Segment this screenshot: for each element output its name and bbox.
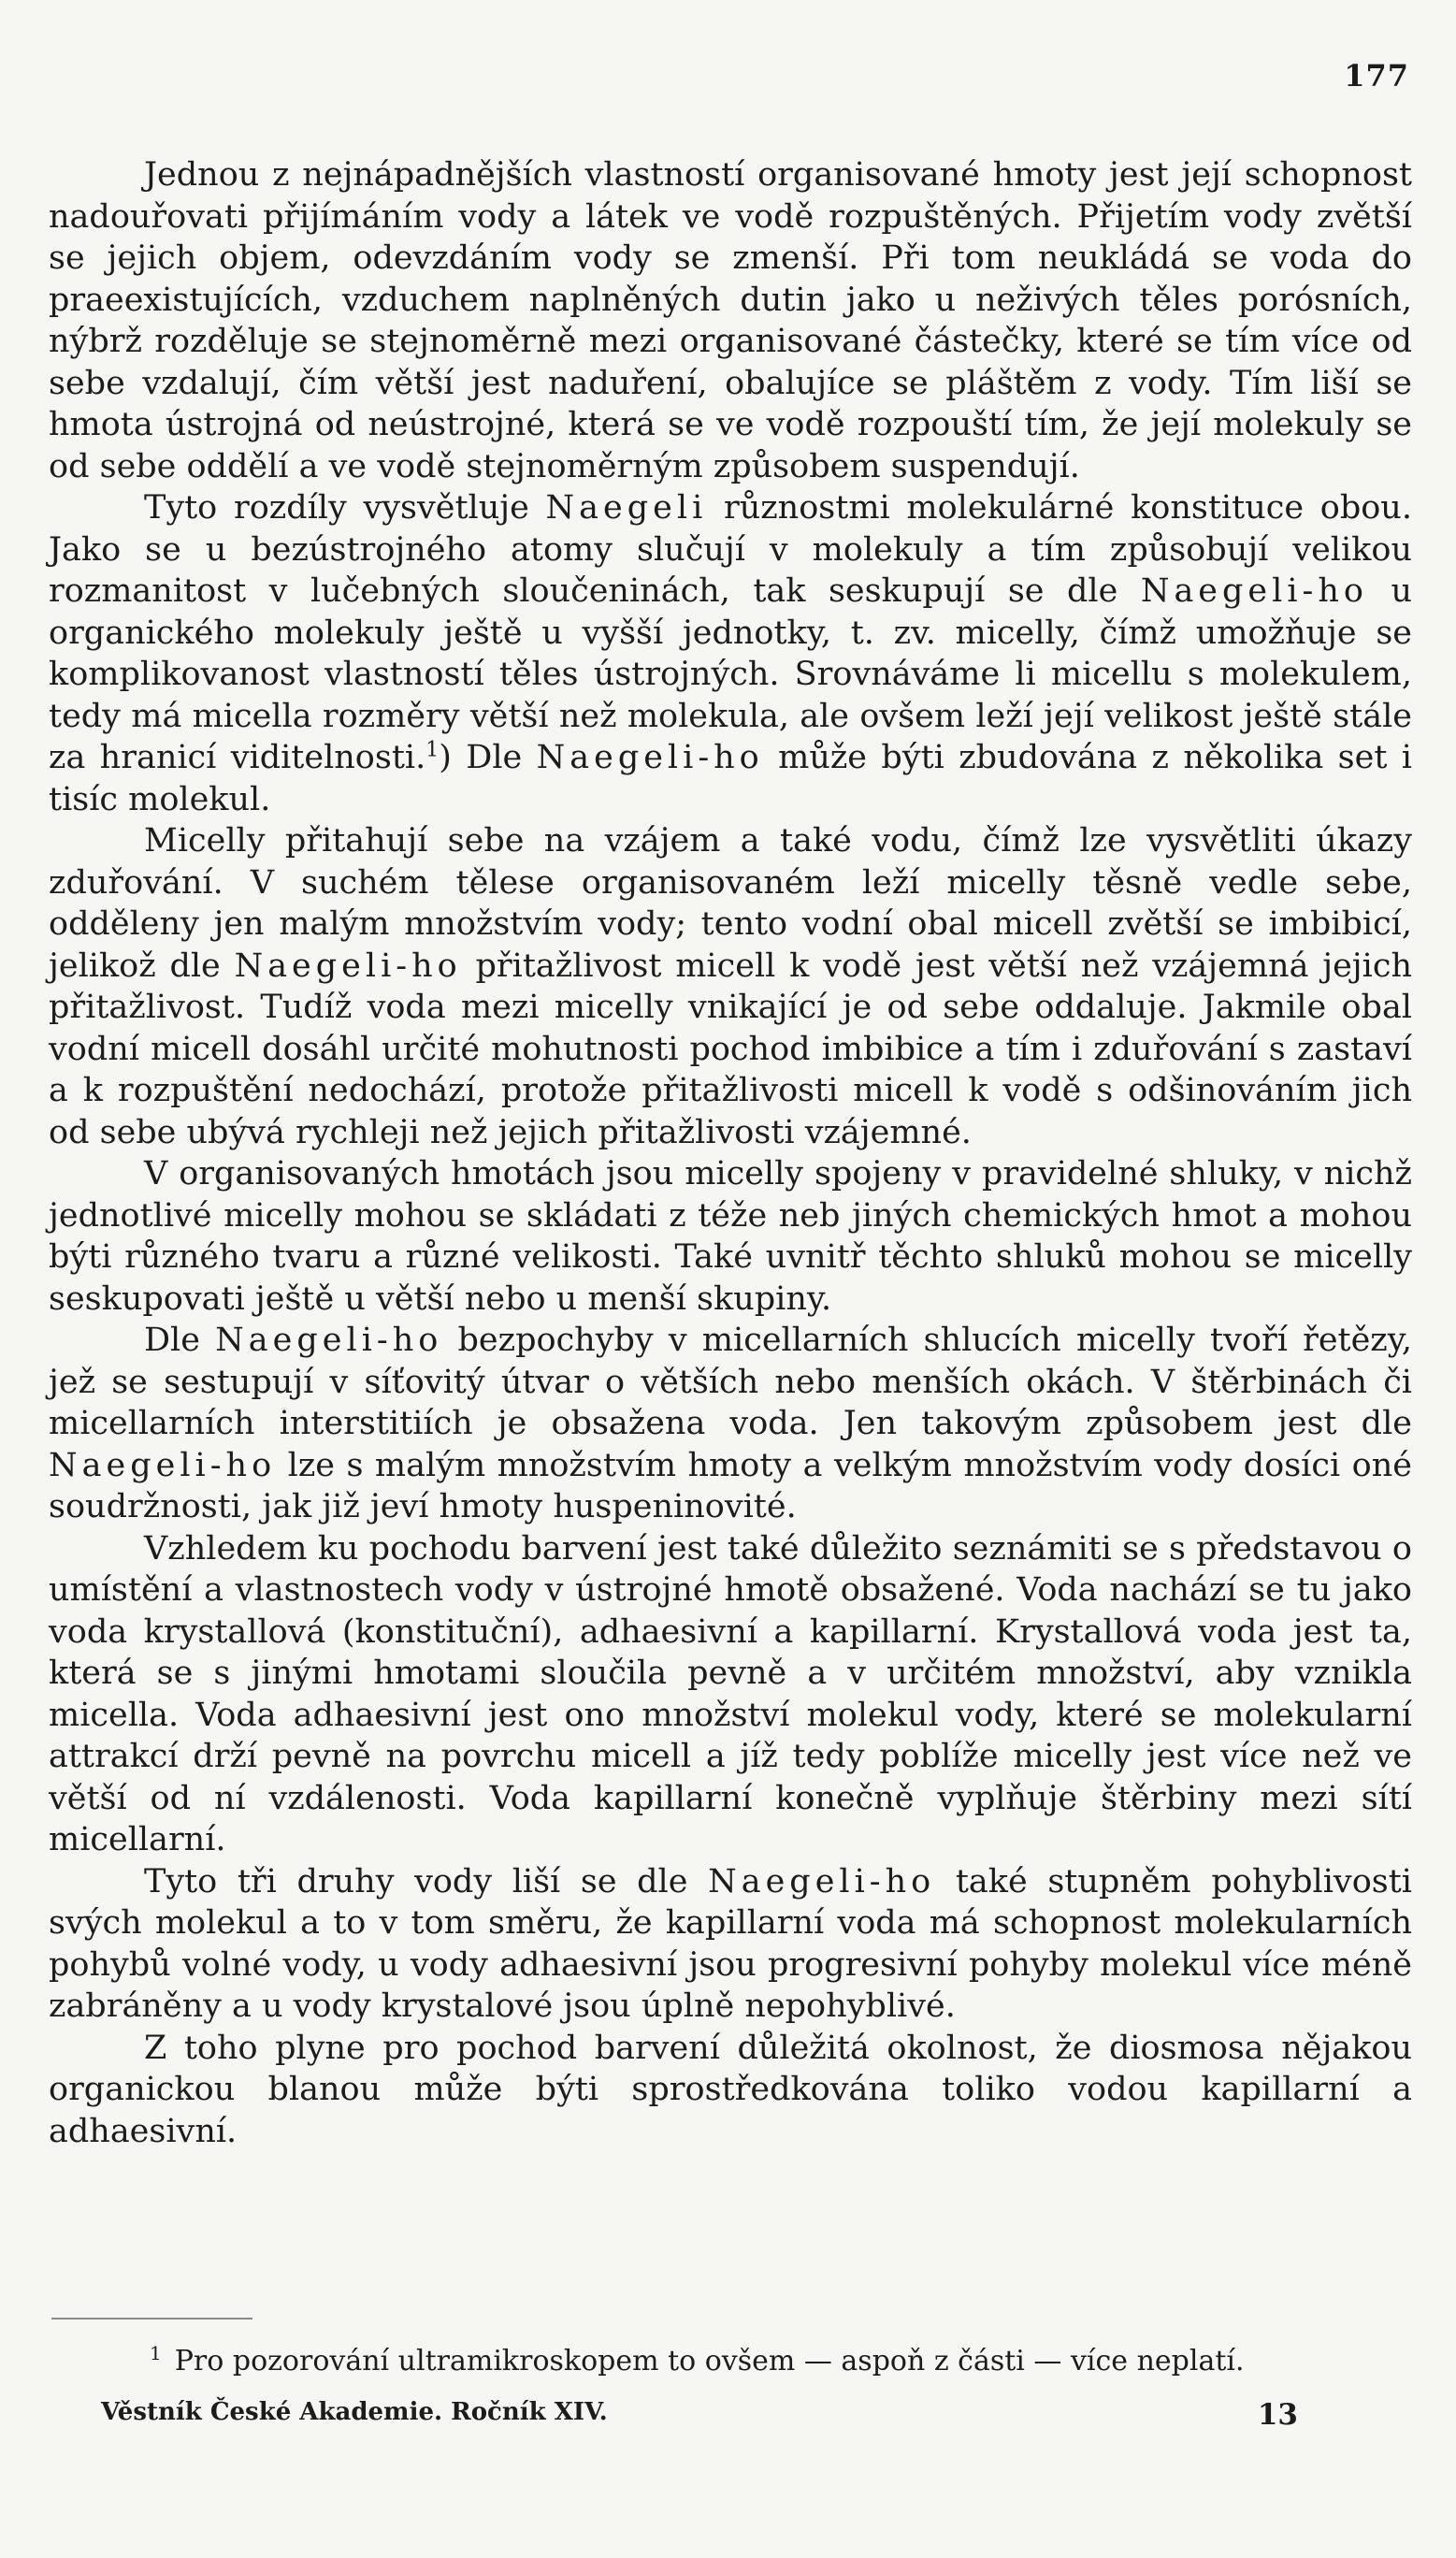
footnote-divider <box>51 2318 252 2320</box>
text-segment: V organisovaných hmotách jsou micelly spojeny v pravidelné shluky, v nichž jednotlivé micelly mohou se skládati z téže neb jiných chemických hmot a mohou býti různého tvaru a různé velikosti. Také uvnitř těchto shluků mohou se micelly seskupovati ještě u větší nebo u menší skupiny. <box>49 1155 1412 1318</box>
paragraph <box>49 1861 1412 2028</box>
footnote-marker: 1 <box>150 2342 162 2364</box>
author-name: Naegeli-ho <box>234 947 462 985</box>
paragraph <box>49 1320 1412 1528</box>
author-name: Naegeli <box>545 489 708 527</box>
paragraph <box>49 487 1412 820</box>
footnote-reference: 1 <box>425 738 440 762</box>
text-segment: Micelly přitahují sebe na vzájem a také vodu, čímž lze vysvětliti úkazy zduřování. V suchém tělese organisovaném leží micelly těsně vedle sebe, odděleny jen malým množstvím vody; tento vodní obal micell zvětší se imbibicí, jelikož dle <box>49 822 1412 985</box>
text-segment: Tyto tři druhy vody liší se dle <box>144 1862 709 1900</box>
paragraph <box>49 154 1412 487</box>
text-segment: Z toho plyne pro pochod barvení důležitá okolnost, že diosmosa nějakou organickou blanou může býti sprostředkována toliko vodou kapillarní a adhaesivní. <box>49 2029 1412 2150</box>
text-segment: různostmi molekulárné konstituce obou. Jako se u bezústrojného atomy slučují v molekuly a tím způsobují velikou rozmanitost v lučebných sloučeninách, tak seskupují se dle <box>49 489 1412 610</box>
author-name: Naegeli-ho <box>1140 572 1368 610</box>
footnote <box>150 2343 1412 2380</box>
paragraph <box>49 1153 1412 1320</box>
text-segment: Vzhledem ku pochodu barvení jest také důležito seznámiti se s představou o umístění a vlastnostech vody v ústrojné hmotě obsažené. Voda nachází se tu jako voda krystallová (konstituční), adhaesivní a kapillarní. Krystallová voda jest ta, která se s jinými hmotami sloučila pevně a v určitém množství, aby vznikla micella. Voda adhaesivní jest ono množství molekul vody, které se molekularní attrakcí drží pevně na povrchu micell a jíž tedy poblíže micelly jest více než ve větší od ní vzdálenosti. Voda kapillarní konečně vyplňuje štěrbiny mezi sítí micellarní. <box>49 1529 1412 1858</box>
text-segment: Dle <box>144 1322 216 1359</box>
author-name: Naegeli-ho <box>215 1322 443 1359</box>
text-segment: také stupněm pohyblivosti svých molekul a to v tom směru, že kapillarní voda má schopnost molekularních pohybů volné vody, u vody adhaesivní jsou progresivní pohyby molekul více méně zabráněny a u vody krystalové jsou úplně nepohyblivé. <box>49 1862 1412 2025</box>
author-name: Naegeli-ho <box>708 1862 936 1900</box>
author-name: Naegeli-ho <box>536 739 764 776</box>
text-segment: u organického molekuly ještě u vyšší jednotky, t. zv. micelly, čímž umožňuje se komplikovanost vlastností těles ústrojných. Srovnáváme li micellu s molekulem, tedy má micella rozměry větší než molekula, ale ovšem leží její velikost ještě stále za hranicí viditelnosti. <box>49 572 1413 776</box>
text-segment: lze s malým množstvím hmoty a velkým množstvím vody dosíci oné soudržnosti, jak již jeví hmoty huspeninovité. <box>49 1446 1412 1525</box>
author-name: Naegeli-ho <box>49 1446 277 1484</box>
paragraph <box>49 2028 1412 2153</box>
page-number: 177 <box>1344 58 1409 94</box>
text-segment: bezpochyby v micellarních shlucích micelly tvoří řetězy, jež se sestupují v síťovitý útvar o větších nebo menších okách. V štěrbinách či micellarních interstitiích je obsažena voda. Jen takovým způsobem jest dle <box>49 1322 1412 1442</box>
body-text <box>49 154 1412 2152</box>
text-segment: přitažlivost micell k vodě jest větší než vzájemná jejich přitažlivost. Tudíž voda mezi micelly vnikající je od sebe oddaluje. Jakmile obal vodní micell dosáhl určité mohutnosti pochod imbibice a tím i zduřování s zastaví a k rozpuštění nedochází, protože přitažlivosti micell k vodě s odšinováním jich od sebe ubývá rychleji než jejich přitažlivosti vzájemné. <box>49 947 1412 1151</box>
paragraph <box>49 1528 1412 1861</box>
page-footer <box>101 2398 1298 2432</box>
footnote-text: Pro pozorování ultramikroskopem to ovšem — aspoň z části — více neplatí. <box>174 2345 1245 2377</box>
text-segment: Tyto rozdíly vysvětluje <box>144 489 546 527</box>
text-segment: Jednou z nejnápadnějších vlastností organisované hmoty jest její schopnost nadouřovati přijímáním vody a látek ve vodě rozpuštěných. Přijetím vody zvětší se jejich objem, odevzdáním vody se zmenší. Při tom neukládá se voda do praeexistujících, vzduchem naplněných dutin jako u neživých těles porósních, nýbrž rozděluje se stejnoměrně mezi organisované částečky, které se tím více od sebe vzdalují, čím větší jest naduření, obalujíce se pláštěm z vody. Tím liší se hmota ústrojná od neústrojné, která se ve vodě rozpouští tím, že její molekuly se od sebe oddělí a ve vodě stejnoměrným způsobem suspendují. <box>49 156 1412 485</box>
printer-signature: 13 <box>1257 2398 1298 2432</box>
journal-name: Věstník České Akademie. Ročník XIV. <box>101 2398 608 2426</box>
text-segment: ) Dle <box>439 739 537 776</box>
paragraph <box>49 820 1412 1153</box>
text-segment: může býti zbudována z několika set i tisíc molekul. <box>49 739 1412 818</box>
